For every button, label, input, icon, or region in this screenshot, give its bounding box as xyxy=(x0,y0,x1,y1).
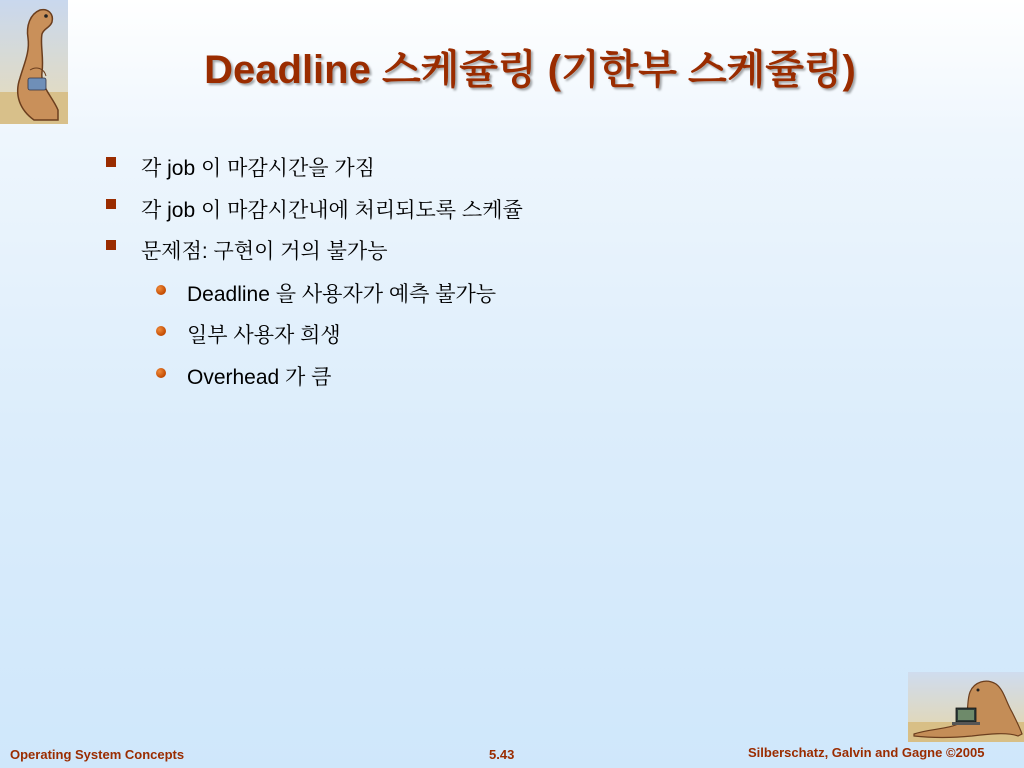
sub-bullet-item: Deadline 을 사용자가 예측 불가능 xyxy=(187,283,497,306)
square-bullet-icon xyxy=(106,240,116,250)
sub-bullet-item: 일부 사용자 희생 xyxy=(187,324,341,347)
footer-course-title: Operating System Concepts xyxy=(10,747,185,762)
bullet-item: 각 job 이 마감시간내에 처리되도록 스케쥴 xyxy=(141,199,523,222)
page-title: Deadline 스케쥴링 (기한부 스케쥴링) xyxy=(204,48,856,92)
round-bullet-icon xyxy=(156,368,166,378)
bullet-item: 문제점: 구현이 거의 불가능 xyxy=(141,240,388,263)
round-bullet-icon xyxy=(156,326,166,336)
bullet-item: 각 job 이 마감시간을 가짐 xyxy=(141,157,375,180)
dinosaur-laptop-icon xyxy=(908,672,1024,742)
footer-page-number: 5.43 xyxy=(489,747,515,762)
sub-bullet-item: Overhead 가 큼 xyxy=(187,366,332,389)
square-bullet-icon xyxy=(106,157,116,167)
square-bullet-icon xyxy=(106,199,116,209)
footer-authors: Silberschatz, Galvin and Gagne ©2005 xyxy=(748,745,985,760)
round-bullet-icon xyxy=(156,285,166,295)
